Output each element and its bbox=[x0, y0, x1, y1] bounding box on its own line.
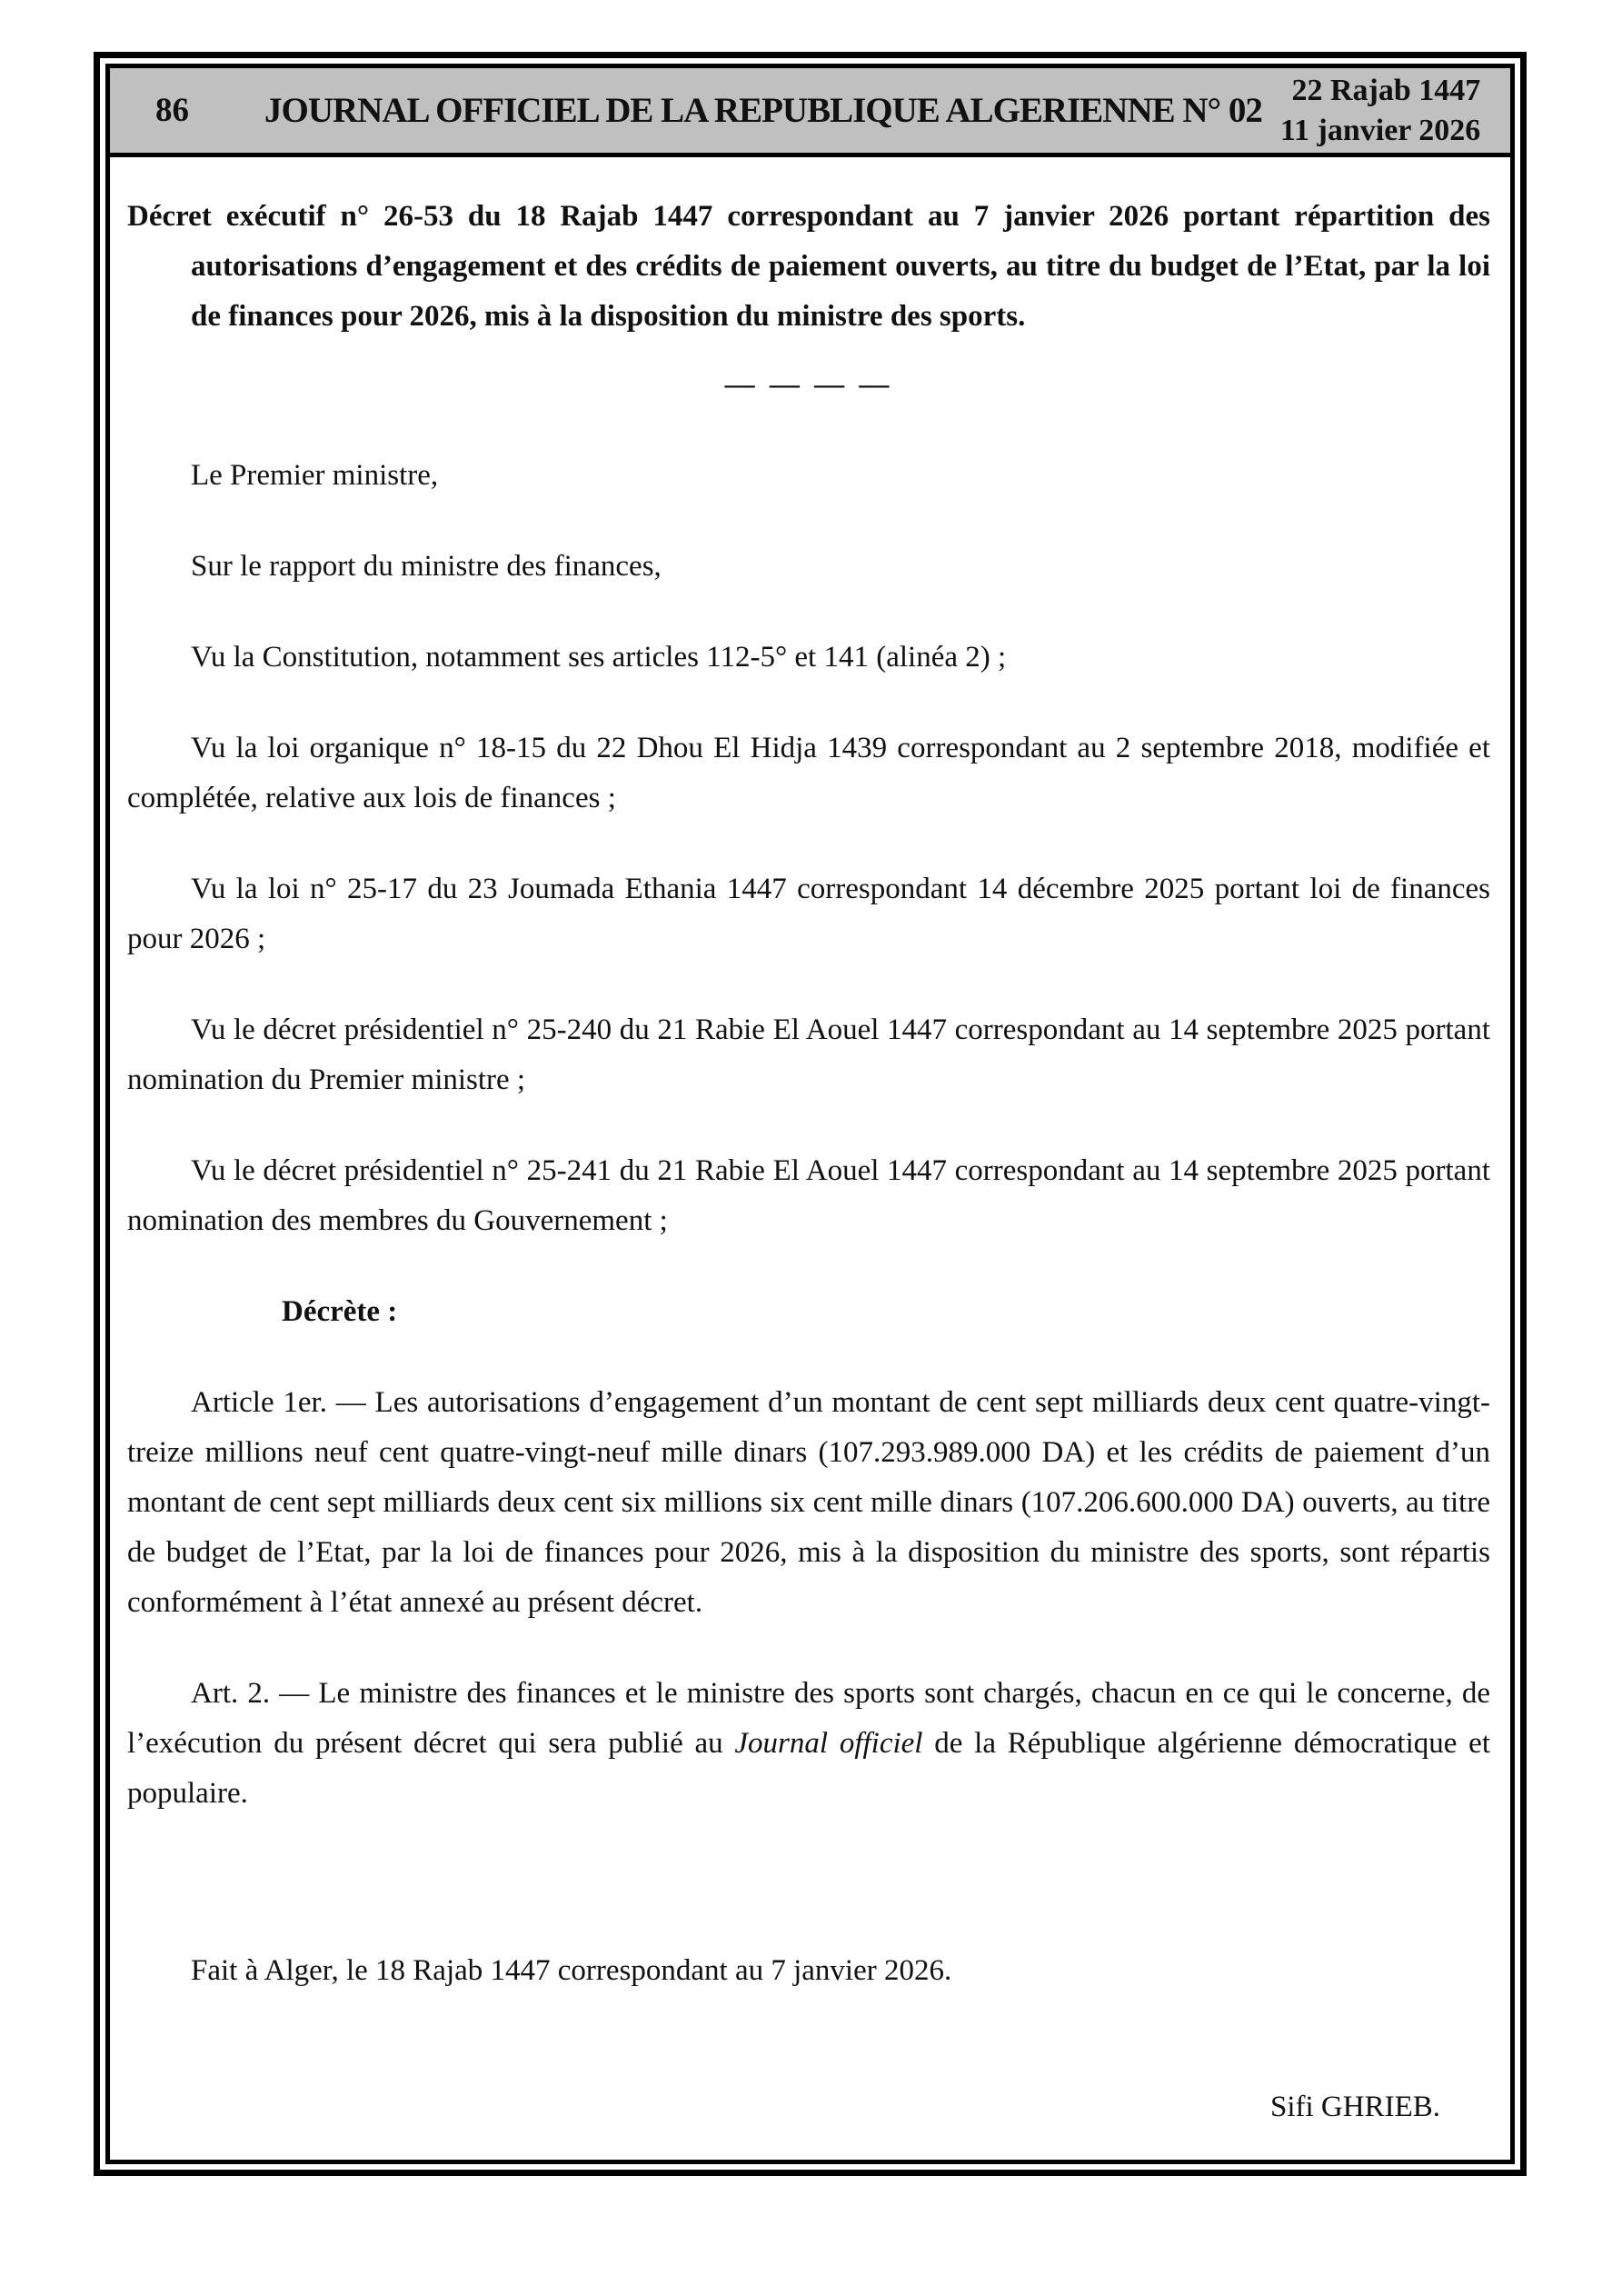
article-2-tail: de la République algérienne démocratique et populaire. bbox=[127, 1727, 1490, 1810]
closing-line: Fait à Alger, le 18 Rajab 1447 correspondant au 7 janvier 2026. bbox=[191, 1954, 952, 1987]
article-1-paragraph: Article 1er. — Les autorisations d’engagement d’un montant de cent sept milliards deux cent quatre-vingt-treize millions neuf cent quatre-vingt-neuf mille dinars (107.293.989.000 DA) et les crédits de paiement d’un montant de cent sept milliards deux cent six millions six cent mille dinars (107.206.600.000 DA) ouverts, au titre de budget de l’Etat, par la loi de finances pour 2026, mis à la disposition du ministre des sports, sont répartis conformément à l’état annexé au présent décret. bbox=[127, 1386, 1490, 1619]
article-2-paragraph bbox=[127, 1669, 1490, 1819]
inner-frame bbox=[105, 64, 1515, 2164]
preamble-paragraph: Vu le décret présidentiel n° 25-241 du 21 Rabie El Aouel 1447 correspondant au 14 septembre 2025 portant nomination des membres du Gouvernement ; bbox=[127, 1154, 1490, 1237]
preamble-paragraph: Vu la loi organique n° 18-15 du 22 Dhou El Hidja 1439 correspondant au 2 septembre 2018, modifiée et complétée, relative aux lois de finances ; bbox=[127, 732, 1490, 814]
preamble-paragraph: Le Premier ministre, bbox=[191, 459, 439, 492]
journal-title: JOURNAL OFFICIEL DE LA REPUBLIQUE ALGERIENNE N° 02 bbox=[264, 91, 1262, 130]
date-gregorian: 11 janvier 2026 bbox=[1279, 113, 1481, 147]
preamble-paragraph: Vu le décret présidentiel n° 25-240 du 21 Rabie El Aouel 1447 correspondant au 14 septembre 2025 portant nomination du Premier ministre ; bbox=[127, 1013, 1490, 1096]
header-band bbox=[110, 68, 1510, 157]
decree-document bbox=[110, 157, 1510, 2132]
preamble-paragraph: Vu la loi n° 25-17 du 23 Joumada Ethania 1447 correspondant 14 décembre 2025 portant loi de finances pour 2026 ; bbox=[127, 873, 1490, 955]
header-dates bbox=[1280, 71, 1480, 151]
signature-line: Sifi GHRIEB. bbox=[1269, 2091, 1440, 2123]
decrete-label: Décrète : bbox=[282, 1295, 398, 1328]
preamble-paragraph: Vu la Constitution, notamment ses articles 112-5° et 141 (alinéa 2) ; bbox=[191, 641, 1007, 674]
article-2-lead: Art. 2. — Le ministre des finances et le ministre des sports sont chargés, chacun en ce qui le concerne, de l’exécution du présent décret qui sera publié au bbox=[127, 1677, 1490, 1760]
date-hijri: 22 Rajab 1447 bbox=[1291, 73, 1481, 107]
decree-title: Décret exécutif n° 26-53 du 18 Rajab 1447 correspondant au 7 janvier 2026 portant répartition des autorisations d’engagement et des crédits de paiement ouverts, au titre du budget de l’Etat, par la loi de finances pour 2026, mis à la disposition du ministre des sports. bbox=[127, 200, 1490, 333]
page-frame bbox=[94, 52, 1527, 2176]
section-separator: — — — — bbox=[724, 368, 893, 401]
page-number: 86 bbox=[155, 92, 189, 129]
preamble-paragraph: Sur le rapport du ministre des finances, bbox=[191, 550, 662, 583]
journal-officiel-italic: Journal officiel bbox=[734, 1727, 923, 1760]
